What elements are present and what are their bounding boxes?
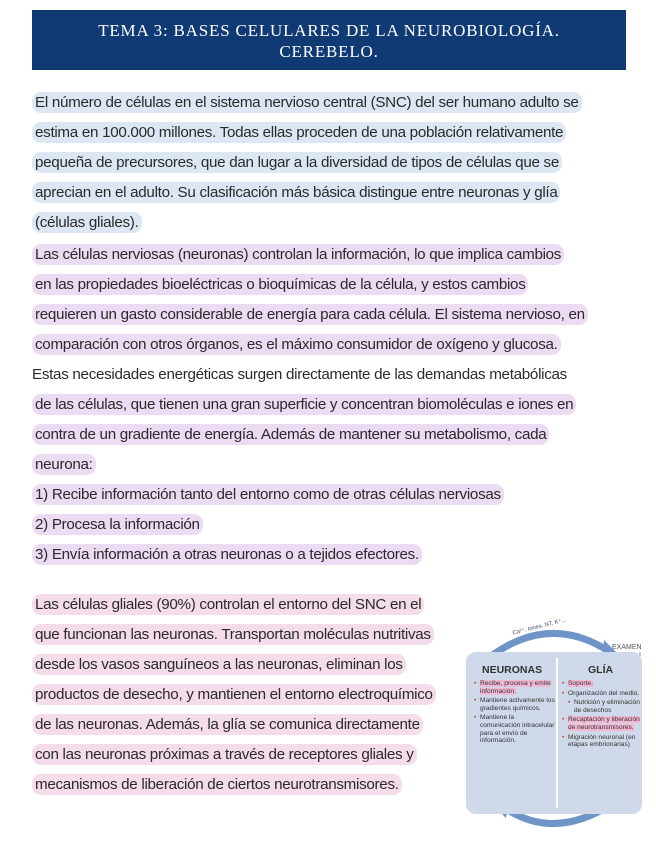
list-item: • Migración neuronal (en etapas embrionarias) [562,734,644,749]
paragraph-glia [32,590,462,800]
paragraph-line: desde los vasos sanguíneos a las neuronas, eliminan los [32,650,462,680]
list-item: • Organización del medio. [562,690,644,698]
paragraph-line: Las células gliales (90%) controlan el entorno del SNC en el [32,590,462,620]
neuronas-title: NEURONAS [482,664,543,676]
list-item: • Soporte. [562,680,644,688]
paragraph-line: que funcionan las neuronas. Transportan moléculas nutritivas [32,620,462,650]
paragraph-line: Estas necesidades energéticas surgen directamente de las demandas metabólicas [32,366,567,383]
paragraph-line: comparación con otros órganos, es el máximo consumidor de oxígeno y glucosa. [32,330,628,360]
neuronas-list [474,680,556,747]
paragraph-line: El número de células en el sistema nervioso central (SNC) del ser humano adulto se [32,88,628,118]
paragraph-intro [32,88,628,238]
exam-note: EXAMEN [612,644,642,651]
paragraph-line: estima en 100.000 millones. Todas ellas proceden de una población relativamente [32,118,628,148]
neurona-glia-diagram [462,618,648,830]
paragraph-line: en las propiedades bioeléctricas o bioquímicas de la célula, y estos cambios [32,270,628,300]
diagram-panel [466,652,642,814]
list-item-3: 3) Envía información a otras neuronas o a tejidos efectores. [32,540,628,570]
list-item-2: 2) Procesa la información [32,510,628,540]
list-item: • Recaptación y liberación de neurotransmisores. [562,716,644,731]
paragraph-line: con las neuronas próximas a través de receptores gliales y [32,740,462,770]
paragraph-line: mecanismos de liberación de ciertos neurotransmisores. [32,770,462,800]
list-item: • Mantiene la comunicación intracelular para el envío de información. [474,714,556,744]
paragraph-line: de las neuronas. Además, la glía se comunica directamente [32,710,462,740]
list-item: • Recibe, procesa y emite información. [474,680,556,695]
glia-title: GLÍA [588,664,614,676]
paragraph-line: de las células, que tienen una gran superficie y concentran biomoléculas e iones en [32,390,628,420]
paragraph-line: productos de desecho, y mantienen el entorno electroquímico [32,680,462,710]
list-item-1: 1) Recibe información tanto del entorno como de otras células nerviosas [32,480,628,510]
paragraph-line: requieren un gasto considerable de energía para cada célula. El sistema nervioso, en [32,300,628,330]
paragraph-line: contra de un gradiente de energía. Además de mantener su metabolismo, cada [32,420,628,450]
list-item: • Mantiene activamente los gradientes químicos. [474,697,556,712]
title-banner [32,10,626,70]
paragraph-line: neurona: [32,450,628,480]
paragraph-line: aprecian en el adulto. Su clasificación más básica distingue entre neuronas y glía [32,178,628,208]
paragraph-line: Las células nerviosas (neuronas) controlan la información, lo que implica cambios [32,240,628,270]
arc-label: Ca²⁺, Iones, NT, K⁺... [512,617,568,637]
paragraph-line: pequeña de precursores, que dan lugar a la diversidad de tipos de células que se [32,148,628,178]
title-line-2: CEREBELO. [279,42,379,61]
paragraph-line: (células gliales). [32,208,628,238]
glia-list [562,680,644,751]
divider [556,658,558,808]
list-item: • Nutrición y eliminación de desechos [562,699,644,714]
title-line-1: TEMA 3: BASES CELULARES DE LA NEUROBIOLOGÍA. [98,21,560,40]
paragraph-neuronas [32,240,628,570]
